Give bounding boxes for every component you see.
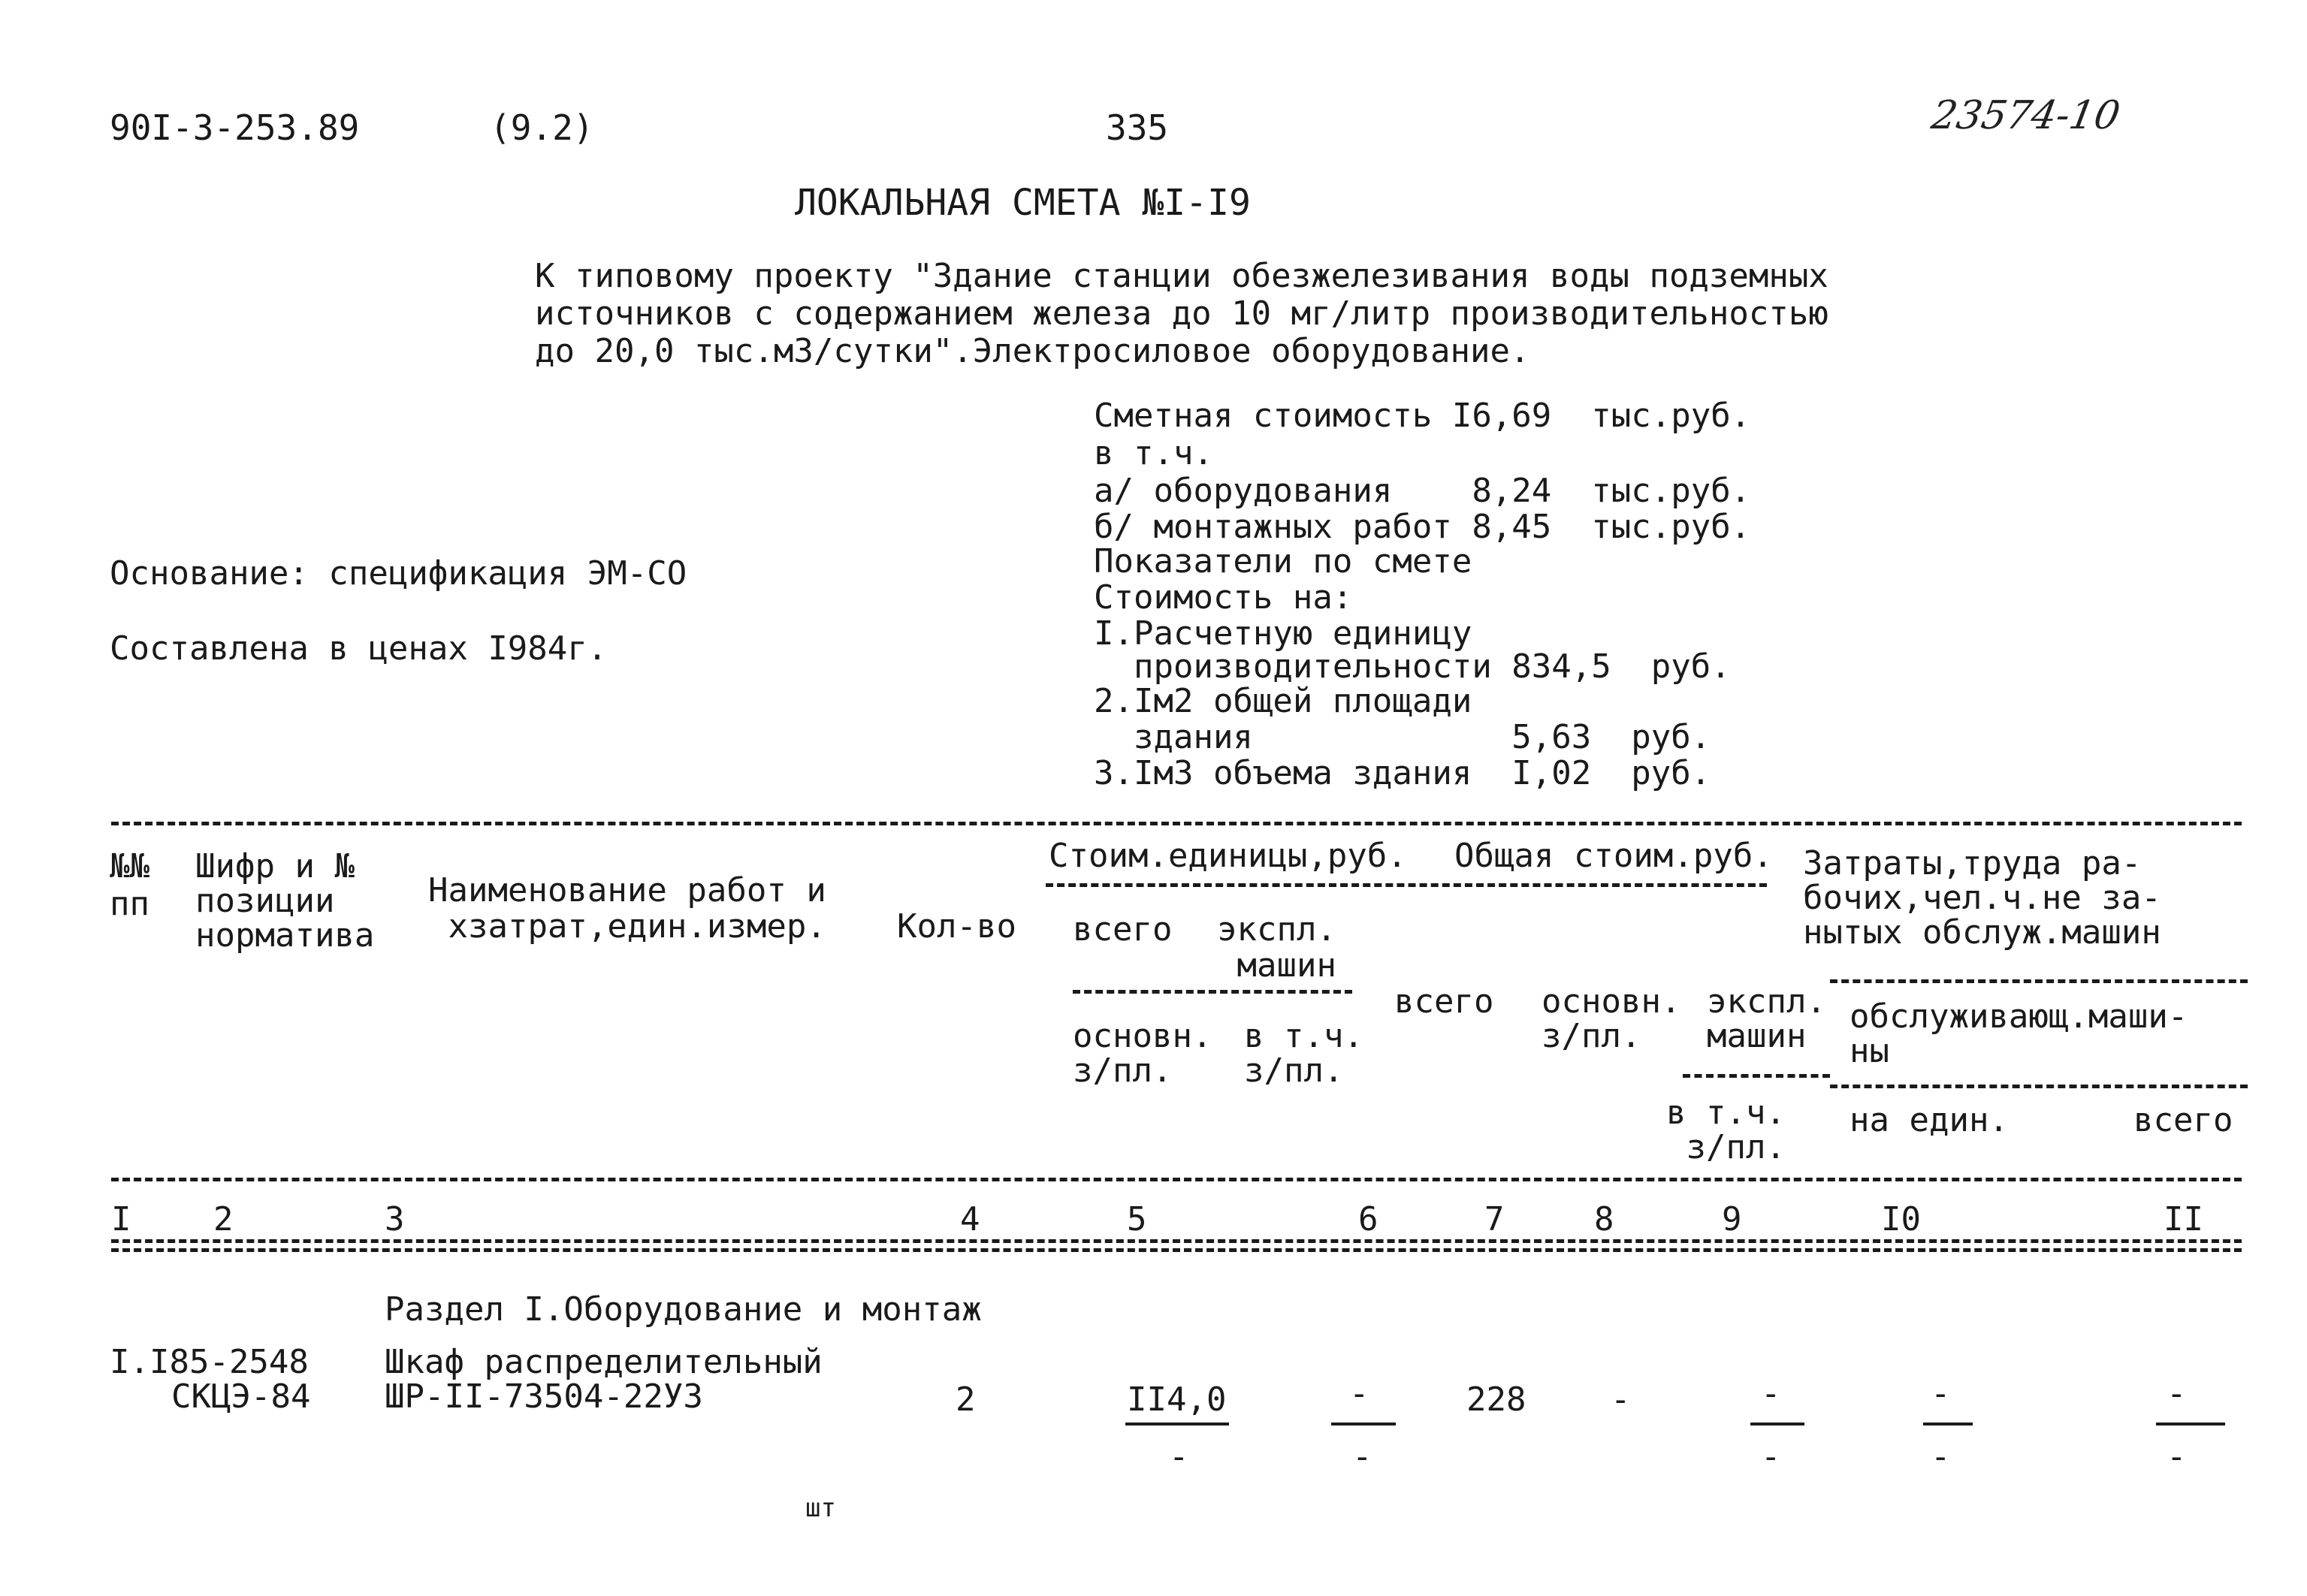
basis-line: Основание: спецификация ЭМ-СО xyxy=(110,554,687,593)
description-line-3: до 20,0 тыс.м3/сутки".Электросиловое оборудование. xyxy=(535,332,1530,370)
row-labor-per-unit-rule xyxy=(1923,1423,1973,1426)
column-number: II xyxy=(2164,1200,2203,1238)
summary-line: в т.ч. xyxy=(1094,434,1213,472)
row-unit-basic-wage: - xyxy=(1169,1438,1189,1476)
header-col-code: норматива xyxy=(195,916,375,955)
column-number: I xyxy=(111,1200,131,1238)
header-col-name: хзатрат,един.измер. xyxy=(428,907,826,946)
description-line-1: К типовому проекту "Здание станции обезжелезивания воды подземных xyxy=(535,257,1828,295)
header-total-cost-group: Общая стоим.руб. xyxy=(1454,837,1773,875)
column-number: 7 xyxy=(1484,1200,1505,1238)
header-labor-service: ны xyxy=(1850,1032,1889,1070)
summary-line: б/ монтажных работ 8,45 тыс.руб. xyxy=(1094,508,1751,546)
row-labor-total-rule xyxy=(2156,1423,2225,1426)
row-labor-per-unit-sub: - xyxy=(1931,1438,1951,1476)
header-col-number: пп xyxy=(110,885,149,923)
column-number: 3 xyxy=(385,1200,405,1238)
column-number: 5 xyxy=(1127,1200,1147,1238)
summary-line: а/ оборудования 8,24 тыс.руб. xyxy=(1094,472,1751,510)
header-labor-service: обслуживающ.маши- xyxy=(1850,997,2188,1036)
header-labor-rule xyxy=(1830,979,2248,983)
header-total-machines: машин xyxy=(1707,1017,1807,1055)
header-machines-sub-rule xyxy=(1683,1074,1830,1078)
column-numbers-top-rule xyxy=(111,1178,2242,1181)
row-total-machines: - xyxy=(1761,1374,1781,1413)
header-unit-machines: машин xyxy=(1217,946,1336,985)
header-unit-basic-wage: з/пл. xyxy=(1073,1051,1173,1090)
row-labor-per-unit: - xyxy=(1931,1374,1951,1413)
prices-line: Составлена в ценах I984г. xyxy=(110,629,608,668)
summary-line: Сметная стоимость I6,69 тыс.руб. xyxy=(1094,397,1751,435)
table-top-rule xyxy=(111,822,2242,825)
column-number: 4 xyxy=(960,1200,980,1238)
header-total-machines: экспл. xyxy=(1707,982,1826,1021)
section-code: (9.2) xyxy=(490,107,594,148)
header-col-number: №№ xyxy=(110,847,149,885)
header-total-incl-wage: в т.ч. xyxy=(1666,1094,1786,1132)
row-unit: шт xyxy=(805,1493,836,1523)
header-total-basic-wage: основн. xyxy=(1542,982,1681,1021)
summary-line: производительности 834,5 руб. xyxy=(1094,647,1731,686)
header-labor-group: нытых обслуж.машин xyxy=(1803,913,2161,952)
summary-line: I.Расчетную единицу xyxy=(1094,614,1472,653)
header-unit-machines: экспл. xyxy=(1217,910,1336,949)
document-code: 90I-3-253.89 xyxy=(110,107,360,148)
header-col-code: позиции xyxy=(195,882,335,920)
page-number: 335 xyxy=(1106,107,1169,148)
header-labor-sub-rule xyxy=(1830,1085,2248,1088)
row-unit-total: II4,0 xyxy=(1127,1380,1227,1419)
row-labor-total-sub: - xyxy=(2167,1438,2187,1476)
header-unit-basic-wage: основн. xyxy=(1073,1017,1212,1055)
column-numbers-mid-rule xyxy=(111,1239,2242,1243)
column-number: 2 xyxy=(213,1200,234,1238)
header-col-code: Шифр и № xyxy=(195,847,355,885)
summary-line: Показатели по смете xyxy=(1094,542,1472,581)
header-unit-sub-rule xyxy=(1073,990,1352,994)
header-labor-group: бочих,чел.ч.не за- xyxy=(1803,879,2161,917)
summary-line: 2.Iм2 общей площади xyxy=(1094,682,1472,720)
row-labor-total: - xyxy=(2167,1374,2187,1413)
header-unit-total: всего xyxy=(1073,910,1173,949)
column-number: 6 xyxy=(1358,1200,1378,1238)
column-numbers-bottom-rule xyxy=(111,1248,2242,1252)
row-unit-machines-rule xyxy=(1331,1423,1396,1426)
header-labor-total: всего xyxy=(2133,1101,2233,1139)
header-col-name: Наименование работ и xyxy=(428,871,826,910)
section-title: Раздел I.Оборудование и монтаж xyxy=(385,1290,982,1329)
row-total-incl-wage: - xyxy=(1761,1438,1781,1476)
description-line-2: источников с содержанием железа до 10 мг/литр производительностью xyxy=(535,294,1828,333)
row-unit-total-rule xyxy=(1125,1423,1229,1426)
header-unit-incl-wage: в т.ч. xyxy=(1244,1017,1363,1055)
header-labor-per-unit: на един. xyxy=(1850,1101,2009,1139)
row-total-all: 228 xyxy=(1466,1380,1526,1419)
header-labor-group: Затраты,труда ра- xyxy=(1803,844,2142,882)
row-total-basic-wage: - xyxy=(1611,1380,1631,1419)
header-unit-cost-group: Стоим.единицы,руб. xyxy=(1049,837,1407,875)
column-number: I0 xyxy=(1881,1200,1921,1238)
archive-number-handwritten: 23574-10 xyxy=(1928,93,2124,138)
header-total-incl-wage: з/пл. xyxy=(1666,1128,1786,1166)
header-col-qty: Кол-во xyxy=(897,907,1016,946)
row-name-1: Шкаф распределительный xyxy=(385,1343,823,1381)
summary-line: Стоимость на: xyxy=(1094,578,1353,617)
row-total-machines-rule xyxy=(1750,1423,1804,1426)
row-unit-machines: - xyxy=(1349,1374,1369,1413)
header-total-basic-wage: з/пл. xyxy=(1542,1017,1641,1055)
column-number: 8 xyxy=(1594,1200,1614,1238)
row-unit-incl-wage: - xyxy=(1352,1438,1372,1476)
header-unit-incl-wage: з/пл. xyxy=(1244,1051,1344,1090)
summary-line: здания 5,63 руб. xyxy=(1094,718,1711,756)
document-title: ЛОКАЛЬНАЯ СМЕТА №I-I9 xyxy=(795,182,1251,224)
summary-line: 3.Iм3 объема здания I,02 руб. xyxy=(1094,754,1711,792)
header-total-all: всего xyxy=(1394,982,1494,1021)
row-number-code: I.I85-2548 xyxy=(110,1343,309,1381)
row-name-2: ШР-II-73504-22У3 xyxy=(385,1377,703,1416)
row-qty: 2 xyxy=(956,1380,976,1419)
row-code-2: СКЦЭ-84 xyxy=(171,1377,311,1416)
header-group-rule xyxy=(1046,883,1767,887)
column-number: 9 xyxy=(1722,1200,1742,1238)
